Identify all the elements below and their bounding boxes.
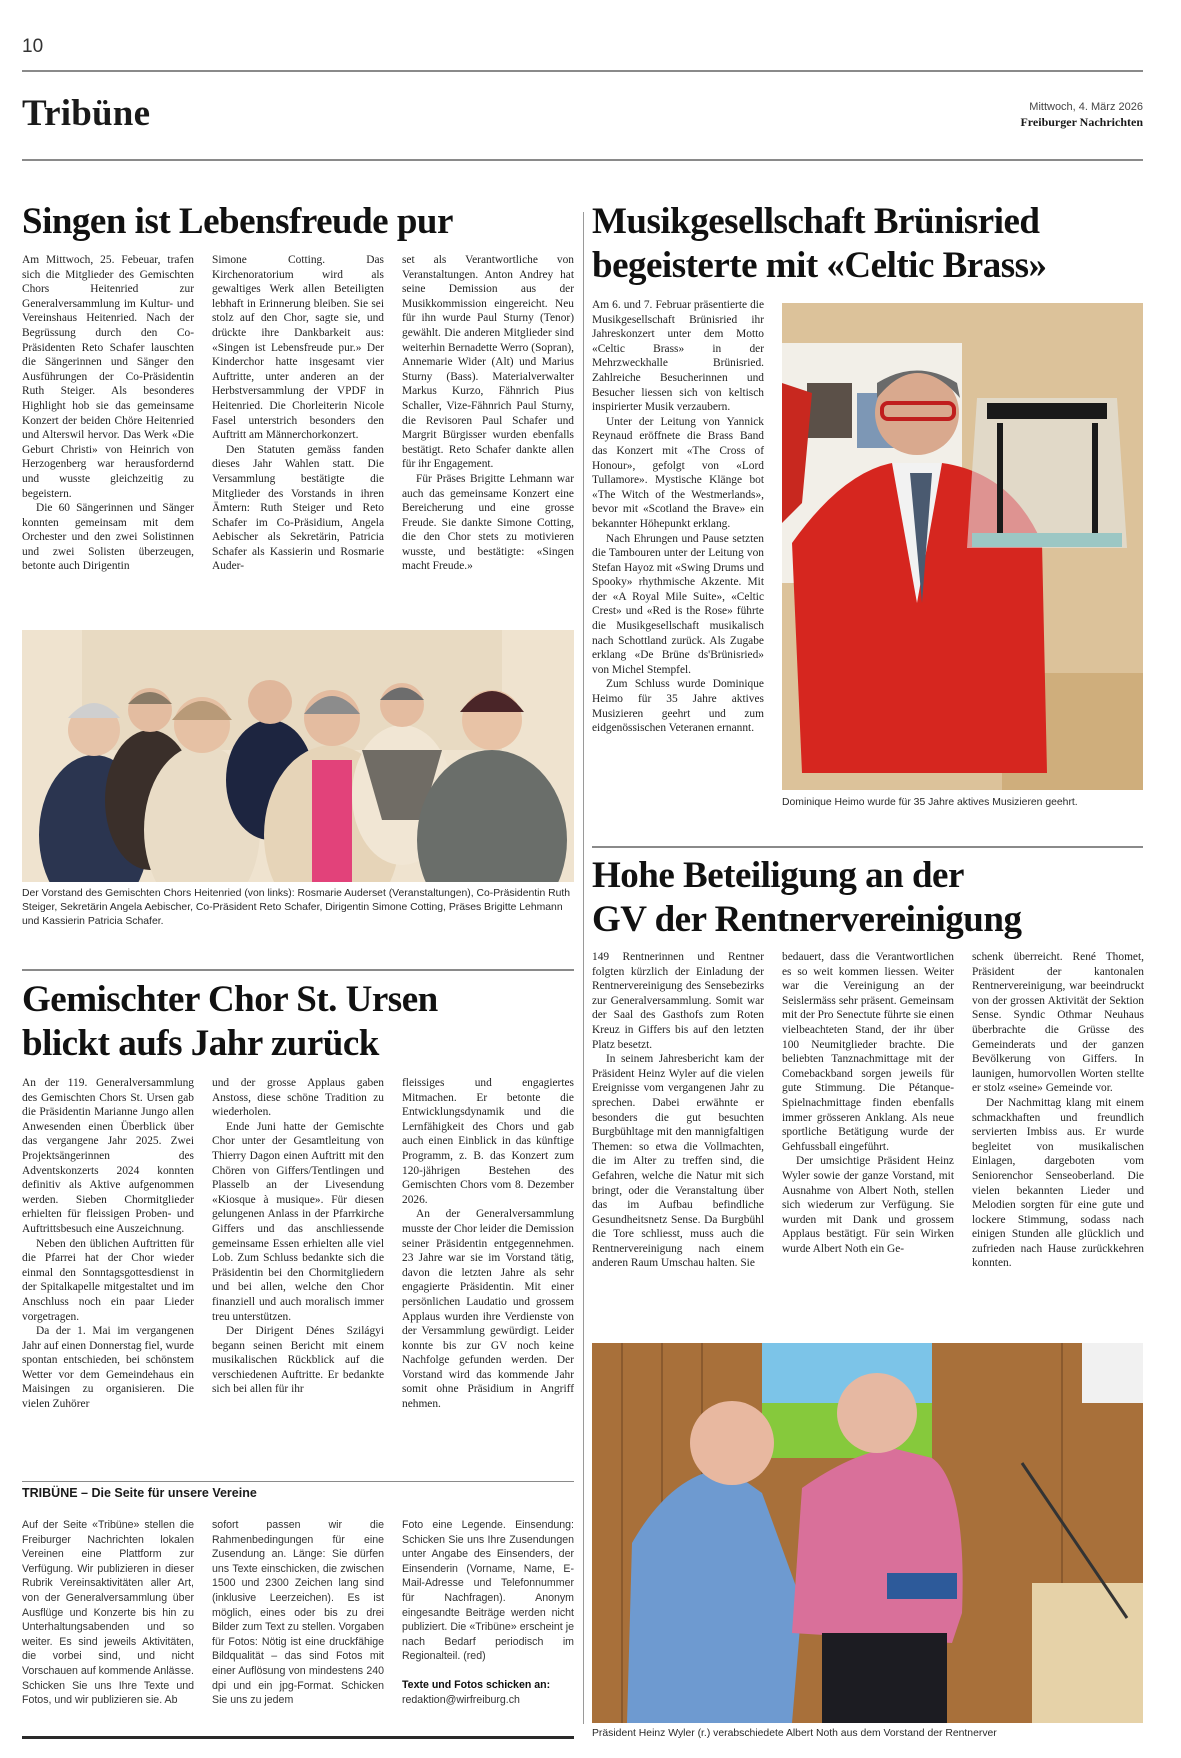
photo-caption: Dominique Heimo wurde für 35 Jahre aktives Musizieren geehrt. (782, 797, 1078, 808)
article-column: Simone Cotting. Das Kirchenoratorium wird als gewaltiges Werk allen Beteiligten lebhaft in Erinnerung bleiben. Sie sei stolz auf den Chor, sagte sie, und drückte ihre Dankbarkeit aus: «Singen ist Lebensfreude pur.» Der Kinderchor hatte insgesamt vier Auftritte, unter anderen an der Herbstversammlung der VPDF in Heitenried. Die Chorleiterin Nicole Fasel unterstrich besonders den Auftritt am Männerchorkonzert. Den Statuten gemäss fanden dieses Jahr Wahlen statt. Die Versammlung bestätigte die Mitglieder des Vorstands in ihren Ämtern: Ruth Steiger und Reto Schafer im Co-Präsidium, Angela Aebischer als Sekretärin, Patricia Schafer als Kassierin und Rosmarie Auder- (212, 254, 384, 573)
article-column: set als Verantwortliche von Veranstaltungen. Anton Andrey hat seine Demission aus der Musikkommission eingereicht. Neu für ihn wurde Paul Sturny (Tenor) gewählt. Die anderen Mitglieder sind weiterhin Bernadette Werro (Sopran), Annemarie Wider (Alt) und Marius Sturny (Bass). Materialverwalter Markus Kurzo, Fähnrich Pius Schaller, Vize-Fähnrich Paul Sturny, die Revisoren Paul Schafer und Margrit Bürgisser wurden ebenfalls bestätigt. Reto Schafer dankte allen für ihr Engagement. Für Präses Brigitte Lehmann war auch das gemeinsame Konzert eine Bereicherung und eine grosse Freude. Sie dankte Simone Cotting, die den Chor stets zu motivieren wusste, und bestätigte: «Singen macht Freude.» (402, 254, 574, 573)
article-column: 149 Rentnerinnen und Rentner folgten kürzlich der Einladung der Rentnervereinigung des Sensebezirks zur Generalversammlung. Somit war der Saal des Gasthofs zum Roten Kreuz in Giffers bis auf den letzten Platz besetzt. In seinem Jahresbericht kam der Präsident Heinz Wyler auf die vielen Ereignisse vom vergangenen Jahr zu sprechen. Dabei erwähnte er besonders die gut besuchten Burgbühltage mit den mannigfaltigen Themen: so etwa die Vollmachten, die im Alter zu treffen sind, die Gefahren, welche die Natur mit sich bringt, oder die Veranstaltung über das im Aufbau befindliche Gesundheitsnetz Sense. Da Burgbühl die Tore schliesst, muss auch die Rentnervereinigung nach einem anderen Raum Umschau halten. Sie (592, 951, 764, 1270)
group-photo-illustration (22, 630, 574, 882)
article-column: Am 6. und 7. Februar präsentierte die Musikgesellschaft Brünisried ihr Jahreskonzert unter dem Motto «Celtic Brass» in der Mehrzweckhalle Brünisried. Zahlreiche Besucherinnen und Besucher liessen sich von keltisch inspirierter Musik verzaubern. Unter der Leitung von Yannick Reynaud eröffnete die Brass Band das Konzert mit «The Cross of Honour», gefolgt von «Lord Tullamore». Mystische Klänge bot «The Witch of the Westmerlands», bevor mit «Scotland the Brave» ein bekannter Höhepunkt erklang. Nach Ehrungen und Pause setzten die Tambouren unter der Leitung von Stefan Hayoz mit «Swing Drums und Spooky» rhythmische Akzente. Mit der «A Royal Mile Suite», «Celtic Crest» und «Red is the Rose» führte die Musikgesellschaft musikalisch nach Schottland zurück. Als Zugabe erklang «De Brüne ds'Brünisried» von Michel Stempfel. Zum Schluss wurde Dominique Heimo für 35 Jahre aktives Musizieren geehrt und zum eidgenössischen Veteranen ernannt. (592, 299, 764, 735)
column-divider (583, 212, 584, 1724)
infobox-rule (22, 1481, 574, 1482)
photo-choir-board (22, 630, 574, 882)
infobox-column: sofort passen wir die Rahmenbedingungen für eine Zusendung an. Länge: Sie dürfen uns Texte einschicken, die zwischen 1500 und 2300 Zeichen lang sind (inklusive Leerzeichen). Es ist möglich, eines oder bis zu drei Bilder zum Text zu stellen. Vorgaben für Fotos: Nötig ist eine druckfähige Bildqualität – das sind Fotos mit einer Auflösung von mindestens 240 dpi und ein jpg-Format. Schicken Sie uns zu jedem (212, 1519, 384, 1707)
photo-caption: Der Vorstand des Gemischten Chors Heitenried (von links): Rosmarie Auderset (Veranstaltungen), Co-Präsidentin Ruth Steiger, Sekretärin Angela Aebischer, Co-Präsident Reto Schafer, Dirigentin Simone Cotting, Präses Brigitte Lehmann und Kassierin Patricia Schafer. (22, 888, 571, 927)
article-headline: Singen ist Lebensfreude pur (22, 201, 453, 242)
article-headline: Musikgesellschaft Brünisried begeisterte mit «Celtic Brass» (592, 201, 1047, 286)
article-headline: Hohe Beteiligung an der GV der Rentnervereinigung (592, 855, 1022, 940)
issue-date: Mittwoch, 4. März 2026 (1029, 101, 1143, 113)
publication-name: Freiburger Nachrichten (1020, 115, 1143, 129)
photo-dominique-heimo (782, 303, 1143, 790)
trophy-figure (967, 398, 1127, 548)
article-column: Am Mittwoch, 25. Febeuar, trafen sich die Mitglieder des Gemischten Chors Heitenried zur Generalversammlung im Kultur- und Vereinshaus Heitenried. Nach der Begrüssung durch den Co-Präsidenten Reto Schafer lauschten die Sängerinnen und Sänger den Ausführungen der Co-Präsidentin Ruth Steiger. Als besonderes Highlight hob sie das gemeinsame Konzert der beiden Chöre Heitenried und Alterswil hervor. Das Werk «Die Geburt Christi» von Heinrich von Herzogenberg war herausfordernd und wusste gleichzeitig zu begeistern. Die 60 Sängerinnen und Sänger konnten gemeinsam mit dem Orchester und den zwei Solistinnen und zwei Solisten überzeugen, betonte auch Dirigentin (22, 254, 194, 573)
article-column: bedauert, dass die Verantwortlichen es so weit kommen liessen. Weiter war die Vereinigung an der Seislermäss sehr präsent. Gemeinsam mit der Pro Senectute führte sie einen vielbeachteten Stand, der ihr über 100 Neumitglieder brachte. Die beliebten Tanznachmittage mit der Comebackband sorgen jeweils für gute Stimmung. Die Pétanque-Spielnachmittage finden ebenfalls immer grösseren Anklang. Als neue sportliche Betätigung wurde der Gehfussball eingeführt. Der umsichtige Präsident Heinz Wyler sowie der ganze Vorstand, mit Ausnahme von Albert Noth, stellen sich wiederum zur Verfügung. Sie wurden mit Dank und grossem Applaus bestätigt. Für sein Wirken wurde Albert Noth ein Ge- (782, 951, 954, 1255)
infobox-column: Foto eine Legende. Einsendung: Schicken Sie uns Ihre Zusendungen unter Angabe des Einsenders, der Einsenderin (Vorname, Name, E-Mail-Adresse und Telefonnummer für Nachfragen). Anonym eingesandte Beiträge werden nicht publiziert. Die «Tribüne» erscheint je nach Bedarf periodisch im Regionalteil. (red) Texte und Fotos schicken an: redaktion@wirfreiburg.ch (402, 1519, 574, 1706)
article-column: An der 119. Generalversammlung des Gemischten Chors St. Ursen gab die Präsidentin Marianne Jungo allen Anwesenden einen Überblick über das vergangene Jahr 2025. Zwei Projektsängerinnen des Adventskonzerts 2024 konnten definitiv als Aktive aufgenommen werden. Sieben Chormitglieder erhielten für fleissigen Proben- und Auftrittsbesuch eine Auszeichnung. Neben den üblichen Auftritten für die Pfarrei hat der Chor wieder einmal den Sonntagsgottesdienst in der Spitalkapelle mitgestaltet und im Anschluss noch ein paar Lieder vorgetragen. Da der 1. Mai im vergangenen Jahr auf einen Donnerstag fiel, wurde spontan entschieden, bei schönstem Wetter vor dem Gemeindehaus ein Maisingen zu organisieren. Die vielen Zuhörer (22, 1077, 194, 1411)
photo-caption: Präsident Heinz Wyler (r.) verabschiedete Albert Noth aus dem Vorstand der Rentnerver (592, 1728, 997, 1739)
article-column: und der grosse Applaus gaben Anstoss, diese schöne Tradition zu wiederholen. Ende Juni hatte der Gemischte Chor unter der Gesamtleitung von Thierry Dagon einen Auftritt mit den Chören von Giffers/Tentlingen und Plasselb an der Livesendung «Kiosque à musique». Für diesen gelungenen Anlass in der Pfarrkirche Giffers und das anschliessende gemeinsame Essen erhielten alle viel Lob. Zum Schluss bedankte sich die Präsidentin bei den Chormitgliedern und bei allen, welche den Chor finanziell und auch moralisch immer treu unterstützen. Der Dirigent Dénes Szilágyi begann seinen Bericht mit einem musikalischen Rückblick auf die verschiedenen Auftritte. Er bedankte sich bei allen für ihr (212, 1077, 384, 1396)
masthead-rule (22, 159, 1143, 161)
contact-email-link[interactable]: redaktion@wirfreiburg.ch (402, 1693, 520, 1706)
section-title: Tribüne (22, 93, 151, 134)
bottom-rule (22, 1736, 574, 1739)
contact-label: Texte und Fotos schicken an: (402, 1678, 551, 1691)
photo-heinz-wyler-albert-noth (592, 1343, 1143, 1723)
top-rule (22, 70, 1143, 72)
infobox-column: Auf der Seite «Tribüne» stellen die Freiburger Nachrichten lokalen Vereinen eine Plattform zur Verfügung. Wir publizieren in dieser Rubrik Vereinsaktivitäten aller Art, von der Generalversammlung über Ausflüge und Konzerte bis hin zu Unterhaltungsabenden und so weiter. Es sind jeweils Aktivitäten, die vorbei sind, und nicht Vorschauen auf kommende Anlässe. Schicken Sie uns Ihre Texte und Fotos, und wir publizieren sie. Ab (22, 1519, 194, 1707)
article-column: fleissiges und engagiertes Mitmachen. Er betonte die Entwicklungsdynamik und die Lernfähigkeit des Chors und gab auch einen Einblick in das künftige Programm, z. B. das Konzert zum 120-jährigen Bestehen des Gemischten Chors vom 8. Dezember 2026. An der Generalversammlung musste der Chor leider die Demission seiner Präsidentin entgegennehmen. 23 Jahre war sie im Vorstand tätig, davon die letzten Jahre als sehr engagierte Präsidentin. Mit einer persönlichen Laudatio und grossem Applaus wurden ihre Verdienste von der Versammlung gewürdigt. Leider konnte bis zur GV noch keine Nachfolge gefunden werden. Der Vorstand wird das kommende Jahr somit ohne Präsidium in Angriff nehmen. (402, 1077, 574, 1411)
page-number: 10 (22, 36, 44, 57)
article-divider (592, 846, 1143, 848)
article-headline: Gemischter Chor St. Ursen blickt aufs Jahr zurück (22, 979, 438, 1064)
dateline (1020, 100, 1143, 130)
article-column: schenk überreicht. René Thomet, Präsident der kantonalen Rentnervereinigung, war beeindruckt von der grossen Aktivität der Sektion Sense. Syndic Othmar Neuhaus überbrachte die Grüsse des Gemeinderats und der ganzen Bevölkerung von Giffers. In launigen, humorvollen Worten stellte er stolz «seine» Gemeinde vor. Der Nachmittag klang mit einem schmackhaften und freundlich servierten Imbiss aus. Er wurde begleitet von musikalischen Einlagen, dargeboten vom Seniorenchor Senseoberland. Die vielen bekannten Lieder und Melodien sorgten für eine gute und lockere Stimmung, sodass nach einigen Stunden alle glücklich und zufrieden nach Hause zurückkehren konnten. (972, 951, 1144, 1270)
honoree-photo-illustration (782, 303, 1143, 790)
article-divider (22, 969, 574, 971)
farewell-photo-illustration (592, 1343, 1143, 1723)
infobox-title: TRIBÜNE – Die Seite für unsere Vereine (22, 1486, 257, 1500)
